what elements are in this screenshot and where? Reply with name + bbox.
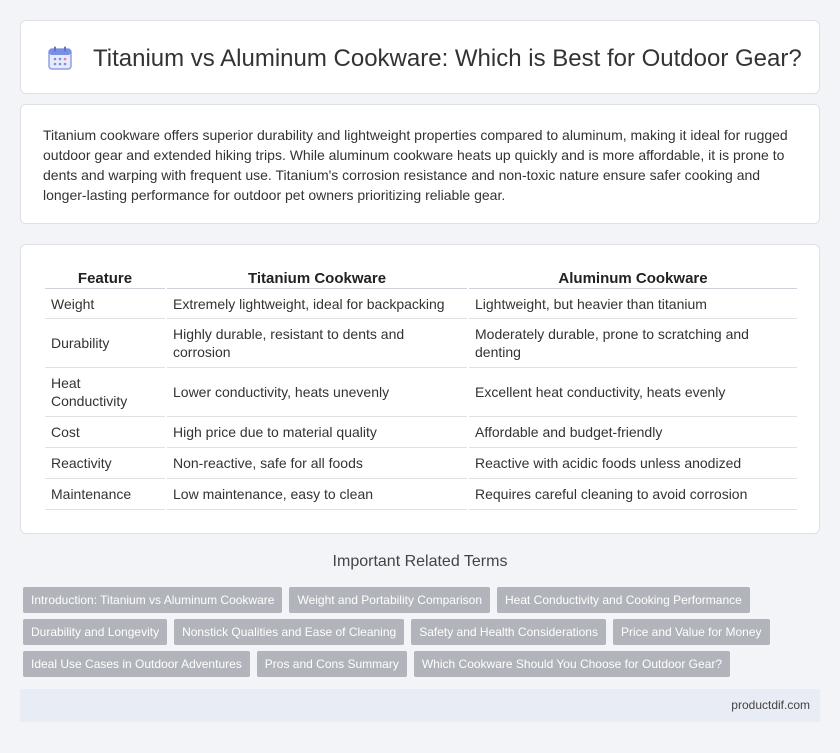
table-row [45, 368, 797, 417]
footer-bar [20, 689, 820, 722]
titanium-cell: High price due to material quality [167, 417, 467, 448]
tag-row [23, 619, 823, 645]
comparison-table-card [20, 244, 820, 534]
related-term-tag[interactable]: Heat Conductivity and Cooking Performance [497, 587, 750, 613]
aluminum-cell: Reactive with acidic foods unless anodized [469, 448, 797, 479]
intro-card [20, 104, 820, 224]
related-term-tag[interactable]: Durability and Longevity [23, 619, 167, 645]
table-row [45, 448, 797, 479]
related-term-tag[interactable]: Weight and Portability Comparison [289, 587, 490, 613]
column-header-feature: Feature [45, 263, 165, 289]
feature-cell: Maintenance [45, 479, 165, 510]
calendar-icon [47, 45, 73, 71]
titanium-cell: Lower conductivity, heats unevenly [167, 368, 467, 417]
aluminum-cell: Moderately durable, prone to scratching and denting [469, 319, 797, 368]
page-title: Titanium vs Aluminum Cookware: Which is Best for Outdoor Gear? [93, 45, 802, 72]
table-row [45, 319, 797, 368]
related-term-tag[interactable]: Price and Value for Money [613, 619, 770, 645]
table-header-row [45, 263, 797, 289]
tag-row [23, 651, 823, 677]
comparison-table [43, 263, 799, 510]
related-term-tag[interactable]: Nonstick Qualities and Ease of Cleaning [174, 619, 404, 645]
titanium-cell: Highly durable, resistant to dents and corrosion [167, 319, 467, 368]
related-term-tag[interactable]: Safety and Health Considerations [411, 619, 606, 645]
table-row [45, 479, 797, 510]
intro-paragraph: Titanium cookware offers superior durability and lightweight properties compared to aluminum, making it ideal for rugged outdoor gear and extended hiking trips. While aluminum cookware heats up quickly and is more affordable, it is prone to dents and warping with frequent use. Titanium's corrosion resistance and non-toxic nature ensure safer cooking and longer-lasting performance for outdoor pet owners prioritizing reliable gear. [43, 127, 788, 203]
feature-cell: Durability [45, 319, 165, 368]
related-term-tag[interactable]: Introduction: Titanium vs Aluminum Cookware [23, 587, 282, 613]
header-card [20, 20, 820, 94]
aluminum-cell: Requires careful cleaning to avoid corrosion [469, 479, 797, 510]
tag-row [23, 587, 823, 613]
titanium-cell: Extremely lightweight, ideal for backpacking [167, 289, 467, 319]
titanium-cell: Low maintenance, easy to clean [167, 479, 467, 510]
aluminum-cell: Lightweight, but heavier than titanium [469, 289, 797, 319]
column-header-aluminum: Aluminum Cookware [469, 263, 797, 289]
titanium-cell: Non-reactive, safe for all foods [167, 448, 467, 479]
feature-cell: Heat Conductivity [45, 368, 165, 417]
feature-cell: Weight [45, 289, 165, 319]
related-term-tag[interactable]: Which Cookware Should You Choose for Outdoor Gear? [414, 651, 730, 677]
table-row [45, 417, 797, 448]
related-term-tag[interactable]: Pros and Cons Summary [257, 651, 407, 677]
aluminum-cell: Excellent heat conductivity, heats evenly [469, 368, 797, 417]
related-term-tag[interactable]: Ideal Use Cases in Outdoor Adventures [23, 651, 250, 677]
feature-cell: Reactivity [45, 448, 165, 479]
aluminum-cell: Affordable and budget-friendly [469, 417, 797, 448]
feature-cell: Cost [45, 417, 165, 448]
footer-site-link[interactable]: productdif.com [731, 698, 810, 712]
related-terms-title: Important Related Terms [332, 553, 508, 570]
related-terms-list [23, 587, 823, 683]
column-header-titanium: Titanium Cookware [167, 263, 467, 289]
table-row [45, 289, 797, 319]
